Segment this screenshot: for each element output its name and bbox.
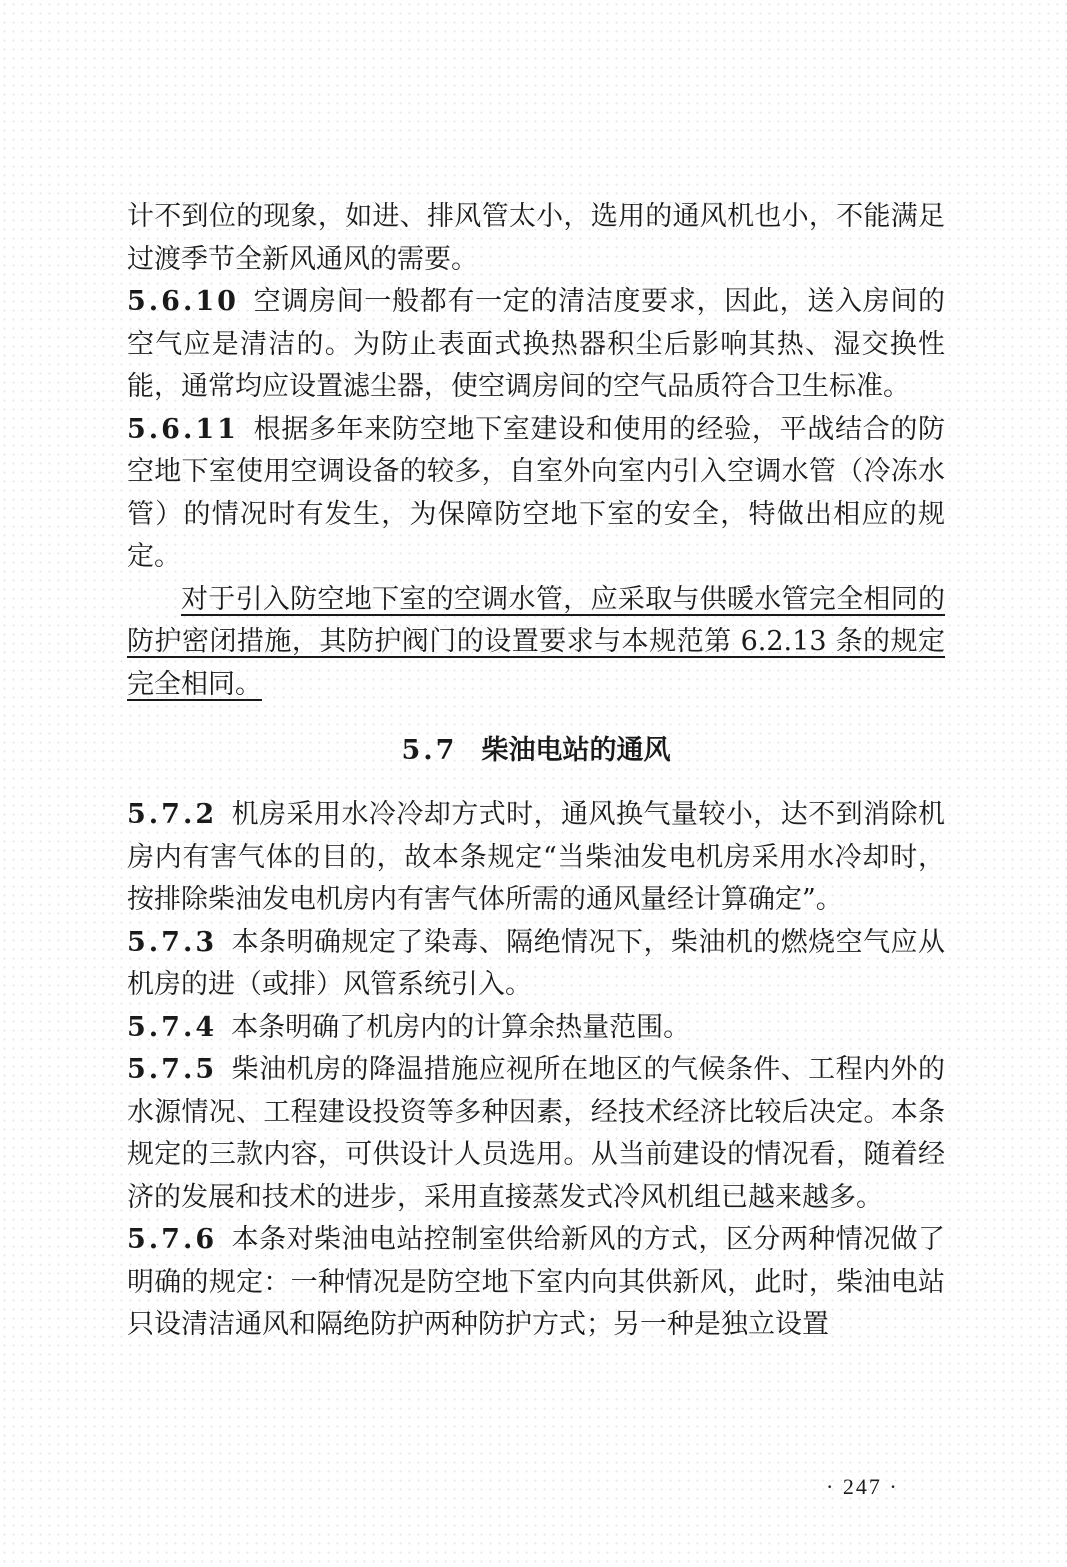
clause-5-6-11 xyxy=(127,409,945,579)
clause-number: 5.7.5 xyxy=(127,1054,218,1085)
section-heading xyxy=(127,730,945,772)
paragraph-continuation xyxy=(127,196,945,281)
clause-text: 本条对柴油电站控制室供给新风的方式，区分两种情况做了明确的规定：一种情况是防空地下室内向其供新风，此时，柴油电站只设清洁通风和隔绝防护两种防护方式；另一种是独立设置 xyxy=(127,1224,945,1340)
clause-5-7-2 xyxy=(127,794,945,922)
clause-number: 5.6.11 xyxy=(127,413,239,445)
section-number: 5.7 xyxy=(401,735,458,766)
clause-number: 5.6.10 xyxy=(127,286,239,317)
underlined-paragraph xyxy=(127,579,945,707)
clause-text: 机房采用水冷冷却方式时，通风换气量较小，达不到消除机房内有害气体的目的，故本条规定“当柴油发电机房采用水冷却时，按排除柴油发电机房内有害气体所需的通风量经计算确定”。 xyxy=(127,799,945,915)
clause-number: 5.7.2 xyxy=(127,799,218,830)
paragraph-text: 计不到位的现象，如进、排风管太小，选用的通风机也小，不能满足过渡季节全新风通风的需要。 xyxy=(127,201,945,275)
clause-text: 本条明确规定了染毒、隔绝情况下，柴油机的燃烧空气应从机房的进（或排）风管系统引入。 xyxy=(127,926,945,1000)
clause-number: 5.7.3 xyxy=(127,926,218,958)
clause-text: 根据多年来防空地下室建设和使用的经验，平战结合的防空地下室使用空调设备的较多，自室外向室内引入空调水管（冷冻水管）的情况时有发生，为保障防空地下室的安全，特做出相应的规定。 xyxy=(127,413,945,572)
clause-5-6-10 xyxy=(127,281,945,409)
clause-text: 空调房间一般都有一定的清洁度要求，因此，送入房间的空气应是清洁的。为防止表面式换热器积尘后影响其热、湿交换性能，通常均应设置滤尘器，使空调房间的空气品质符合卫生标准。 xyxy=(127,286,945,402)
clause-number: 5.7.6 xyxy=(127,1224,218,1255)
clause-text: 本条明确了机房内的计算余热量范围。 xyxy=(231,1011,691,1043)
clause-number: 5.7.4 xyxy=(127,1011,218,1043)
clause-5-7-5 xyxy=(127,1049,945,1219)
clause-5-7-3 xyxy=(127,922,945,1007)
underlined-text: 对于引入防空地下室的空调水管，应采取与供暖水管完全相同的防护密闭措施，其防护阀门的设置要求与本规范第 6.2.13 条的规定完全相同。 xyxy=(127,583,945,700)
clause-text: 柴油机房的降温措施应视所在地区的气候条件、工程内外的水源情况、工程建设投资等多种因素，经技术经济比较后决定。本条规定的三款内容，可供设计人员选用。从当前建设的情况看，随着经济的发展和技术的进步，采用直接蒸发式冷风机组已越来越多。 xyxy=(127,1054,945,1213)
clause-5-7-6 xyxy=(127,1219,945,1347)
page-content xyxy=(127,196,945,1347)
clause-5-7-4 xyxy=(127,1007,945,1050)
page-number: · 247 · xyxy=(826,1474,899,1499)
section-title-text: 柴油电站的通风 xyxy=(481,735,671,766)
